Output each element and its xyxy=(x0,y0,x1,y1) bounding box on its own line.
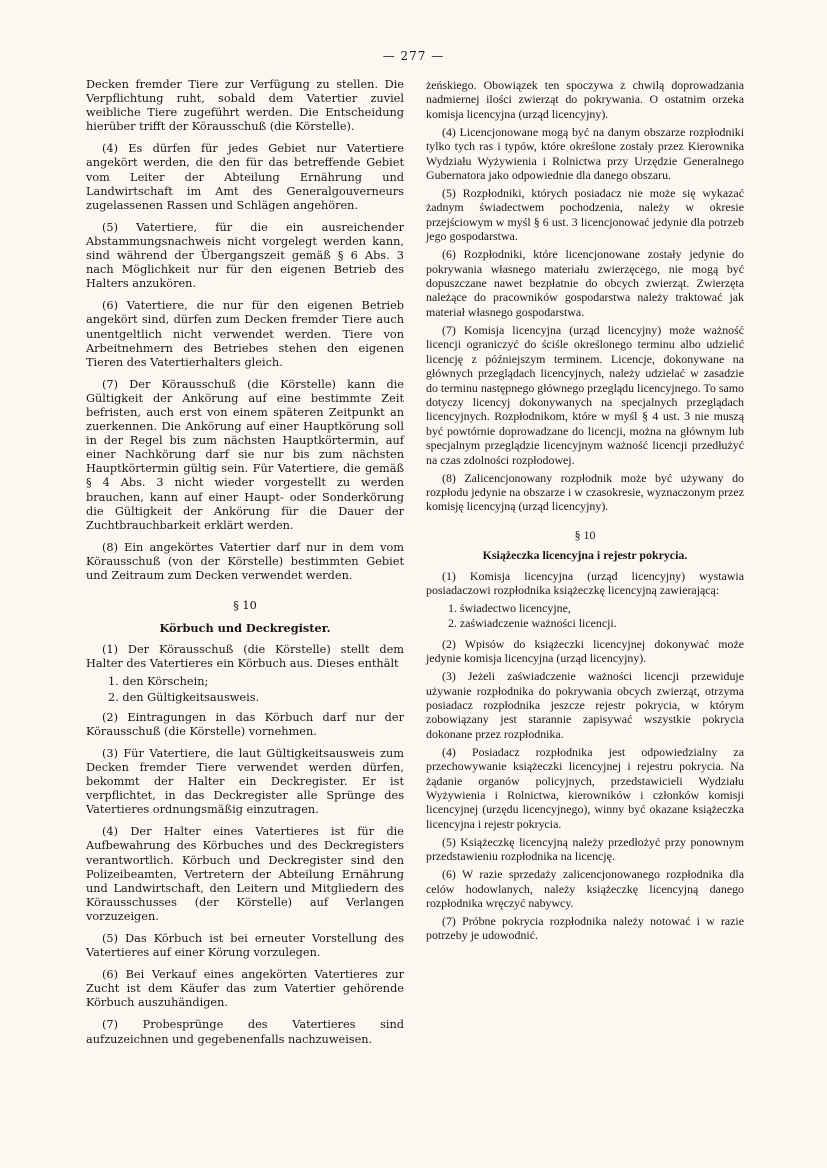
paragraph: (2) Eintragungen in das Körbuch darf nur der Körausschuß (die Körstelle) vornehmen. xyxy=(86,710,404,738)
paragraph: (4) Licencjonowane mogą być na danym obszarze rozpłodniki tylko tych ras i typów, które określone zostały przez Kierownika Wydziału Wyżywienia i Rolnictwa przy Urzędzie Generalnego Gubernatora jako odpowiednie dla danego obszaru. xyxy=(426,124,744,183)
section-number: § 10 xyxy=(233,599,257,613)
paragraph: (4) Es dürfen für jedes Gebiet nur Vatertiere angekört werden, die den für das betreffende Gebiet vom Leiter der Abteilung Ernährung und Landwirtschaft im Amt des Generalgouverneurs zugelassenen Rassen und Schlägen angehören. xyxy=(86,142,404,212)
paragraph: (3) Jeżeli zaświadczenie ważności licencji przewiduje używanie rozpłodnika do pokrywania obcych zwierząt, otrzyma posiadacz rozpłodnika jeszcze rejestr pokrycia, w którym zobowiązany jest starannie zapisywać wszystkie pokrycia dokonane przez rozpłodnika. xyxy=(426,669,744,741)
paragraph: (4) Posiadacz rozpłodnika jest odpowiedzialny za przechowywanie książeczki licencyjnej i rejestru pokrycia. Na żądanie organów policyjnych, przedstawicieli Wydziału Wyżywienia i Rolnictwa, kierowników i członków komisji licencyjnej (urzędu licencyjnego), winny być okazane książeczka licencyjna i rejestr pokrycia. xyxy=(426,744,744,831)
paragraph: (6) Bei Verkauf eines angekörten Vatertieres zur Zucht ist dem Käufer das zum Vatertier gehörende Körbuch auszuhändigen. xyxy=(86,968,404,1010)
list-item: 2. den Gültigkeitsausweis. xyxy=(108,690,260,704)
paragraph: (8) Zalicencjonowany rozpłodnik może być używany do rozpłodu jedynie na obszarze i w czasokresie, wyznaczonym przez komisję licencyjną (urząd licencyjny). xyxy=(426,470,744,514)
section-title: Körbuch und Deckregister. xyxy=(159,621,331,636)
paragraph: (5) Książeczkę licencyjną należy przedłożyć przy ponownym przedstawieniu rozpłodnika na licencję. xyxy=(426,834,744,864)
paragraph: (6) Vatertiere, die nur für den eigenen Betrieb angekört sind, dürfen zum Decken fremder Tiere auch unentgeltlich nicht verwendet werden. Tiere von Arbeitnehmern des Betriebes stehen den eigenen Tieren des Vatertierhalters gleich. xyxy=(86,299,404,369)
paragraph: (1) Komisja licencyjna (urząd licencyjny) wystawia posiadaczowi rozpłodnika książeczkę licencyjną zawierającą: xyxy=(426,568,744,597)
paragraph: (7) Komisja licencyjna (urząd licencyjny) może ważność licencji ograniczyć do ściśle określonego terminu albo udzielić licencję z późniejszym terminem. Licencje, dokonywane na głównych przeglądach licencyjnych, należy udzielać w zasadzie do terminu następnego głównego przeglądu licencyjnego. To samo dotyczy licencyj dokonywanych na specjalnych przeglądach licencyjnych. Rozpłodnikom, które w myśl § 4 ust. 3 nie muszą być powtórnie doprowadzane do licencji, można na głównym lub specjalnym przeglądzie licencyjnym ważność licencji przedłużyć na czas zdolności rozpłodowej. xyxy=(426,322,744,467)
paragraph: Decken fremder Tiere zur Verfügung zu stellen. Die Verpflichtung ruht, sobald dem Vatertier zuviel weibliche Tiere zugeführt werden. Die Entscheidung hierüber trifft der Körausschuß (die Körstelle). xyxy=(86,78,404,134)
paragraph: (5) Das Körbuch ist bei erneuter Vorstellung des Vatertieres auf einer Körung vorzulegen. xyxy=(86,931,404,960)
paragraph: (3) Für Vatertiere, die laut Gültigkeitsausweis zum Decken fremder Tiere verwendet werden dürfen, bekommt der Halter ein Deckregister. Er ist verpflichtet, in das Deckregister alle Sprünge des Vatertieres ordnungsmäßig einzutragen. xyxy=(86,746,404,817)
paragraph: (2) Wpisów do książeczki licencyjnej dokonywać może jedynie komisja licencyjna (urząd licencyjny). xyxy=(426,636,744,666)
list-item: 1. świadectwo licencyjne, xyxy=(448,600,571,615)
paragraph: (6) Rozpłodniki, które licencjonowane zostały jedynie do pokrywania własnego materiału zwierzęcego, nie mogą być dopuszczane nawet bezpłatnie do obcych zwierząt. Zwierzęta należące do pracowników gospodarstwa należy traktować jak materiał własnego gospodarstwa. xyxy=(426,247,744,319)
list-item: 1. den Körschein; xyxy=(108,675,209,689)
paragraph: (1) Der Körausschuß (die Körstelle) stellt dem Halter des Vatertieres ein Körbuch aus. Dieses enthält xyxy=(86,643,404,671)
german-column xyxy=(86,78,404,1055)
section-number: § 10 xyxy=(574,527,596,542)
paragraph: (5) Rozpłodniki, których posiadacz nie może się wykazać żadnym świadectwem pochodzenia, należy w okresie przejściowym w myśl § 6 ust. 3 licencjonować jedynie dla potrzeb jego gospodarstwa. xyxy=(426,186,744,244)
paragraph: (7) Probesprünge des Vatertieres sind aufzuzeichnen und gegebenenfalls nachzuweisen. xyxy=(86,1018,404,1046)
page-number: — 277 — xyxy=(382,49,445,63)
paragraph: (5) Vatertiere, für die ein ausreichender Abstammungsnachweis nicht vorgelegt werden kann, sind während der Übergangszeit gemäß § 6 Abs. 3 nach Möglichkeit nur für den eigenen Betrieb des Halters anzukören. xyxy=(86,220,404,291)
list xyxy=(426,601,744,631)
list-item: 2. zaświadczenie ważności licencji. xyxy=(448,616,617,631)
paragraph: (7) Der Körausschuß (die Körstelle) kann die Gültigkeit der Ankörung auf eine bestimmte Zeit befristen, auch erst von einem späteren Zeitpunkt an zuerkennen. Die Ankörung auf einer Hauptkörung soll in der Regel bis zum nächsten Hauptkörtermin, auf einer Nachkörung darf sie nur bis zum nächsten Hauptkörtermin gültig sein. Für Vatertiere, die gemäß § 4 Abs. 3 nicht wieder vorgestellt zu werden brauchen, kann auf einer Haupt- oder Sonderkörung die Gültigkeit der Ankörung für die Dauer der Zuchtbrauchbarkeit erklärt werden. xyxy=(86,377,404,532)
section-title: Książeczka licencyjna i rejestr pokrycia. xyxy=(482,548,688,563)
list xyxy=(86,675,404,704)
paragraph: (8) Ein angekörtes Vatertier darf nur in dem vom Körausschuß (von der Körstelle) bestimmten Gebiet und Zeitraum zum Decken verwendet werden. xyxy=(86,540,404,582)
paragraph: (4) Der Halter eines Vatertieres ist für die Aufbewahrung des Körbuches und des Deckregisters verantwortlich. Körbuch und Deckregister sind den Polizeibeamten, Vertretern der Abteilung Ernährung und Landwirtschaft, den Leitern und Mitgliedern des Körausschusses (der Körstelle) auf Verlangen vorzuzeigen. xyxy=(86,825,404,923)
paragraph: (7) Próbne pokrycia rozpłodnika należy notować i w razie potrzeby je udowodnić. xyxy=(426,914,744,943)
polish-column xyxy=(426,78,744,946)
paragraph: żeńskiego. Obowiązek ten spoczywa z chwilą doprowadzania nadmiernej ilości zwierząt do pokrywania. O ostatnim orzeka komisja licencyjna (urząd licencyjny). xyxy=(426,78,744,121)
paragraph: (6) W razie sprzedaży zalicencjonowanego rozpłodnika dla celów hodowlanych, należy książeczkę licencyjną danego rozpłodnika wręczyć nabywcy. xyxy=(426,867,744,911)
